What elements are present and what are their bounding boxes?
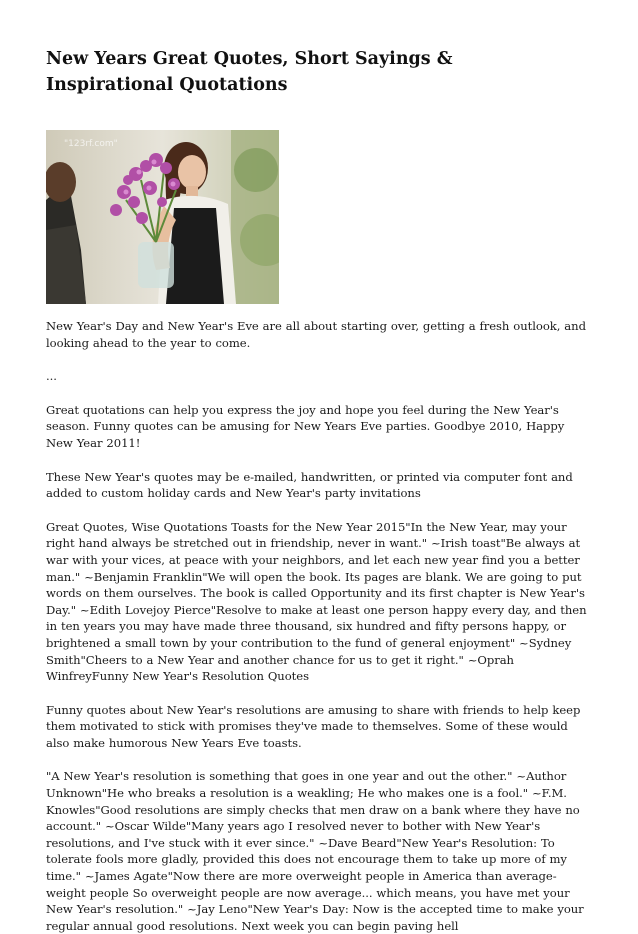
- florist-photo: [46, 130, 279, 304]
- photo-watermark: "123rf.com": [64, 139, 118, 149]
- paragraph-toasts: Great Quotes, Wise Quotations Toasts for the New Year 2015"In the New Year, may your right hand always be stretched out in friendship, never in want." ~Irish toast"Be always at war with your vices, at peace with your neighbors, and let each new year find you a better man." ~Benjamin Franklin"We will open the book. Its pages are blank. We are going to put words on them ourselves. The book is called Opportunity and its first chapter is New Year's Day." ~Edith Lovejoy Pierce"Resolve to make at least one person happy every day, and then in ten years you may have made three thousand, six hundred and fifty persons happy, or brightened a small town by your contribution to the fund of general enjoyment" ~Sydney Smith"Cheers to a New Year and another chance for us to get it right." ~Oprah WinfreyFunny New Year's Resolution Quotes: [46, 519, 587, 684]
- article-body: [46, 318, 594, 934]
- paragraph-intro: New Year's Day and New Year's Eve are all about starting over, getting a fresh outlook, and looking ahead to the year to come.: [46, 319, 586, 350]
- florist-illustration: [46, 130, 279, 304]
- paragraph-quotations: Great quotations can help you express the joy and hope you feel during the New Year's season. Funny quotes can be amusing for New Years Eve parties. Goodbye 2010, Happy New Year 2011!: [46, 402, 565, 450]
- paragraph-ellipsis: ...: [46, 369, 57, 384]
- paragraph-resolution-quotes: "A New Year's resolution is something that goes in one year and out the other." ~Author Unknown"He who breaks a resolution is a weakling; He who makes one is a fool." ~F.M. Knowles"Good resolutions are simply checks that men draw on a bank where they have no account." ~Oscar Wilde"Many years ago I resolved never to bother with New Year's resolutions, and I've stuck with it ever since." ~Dave Beard"New Year's Resolution: To tolerate fools more gladly, provided this does not encourage them to take up more of my time." ~James Agate"Now there are more overweight people in America than average-weight people So overweight people are now average... which means, you have met your New Year's resolution." ~Jay Leno"New Year's Day: Now is the accepted time to make your regular annual good resolutions. Next week you can begin paving hell: [46, 769, 584, 933]
- paragraph-cards: These New Year's quotes may be e-mailed, handwritten, or printed via computer font and added to custom holiday cards and New Year's party invitations: [46, 469, 573, 501]
- document-title: New Years Great Quotes, Short Sayings & Inspirational Quotations: [46, 49, 453, 95]
- paragraph-resolutions-intro: Funny quotes about New Year's resolutions are amusing to share with friends to help keep them motivated to stick with promises they've made to themselves. Some of these would also make humorous New Years Eve toasts.: [46, 702, 581, 750]
